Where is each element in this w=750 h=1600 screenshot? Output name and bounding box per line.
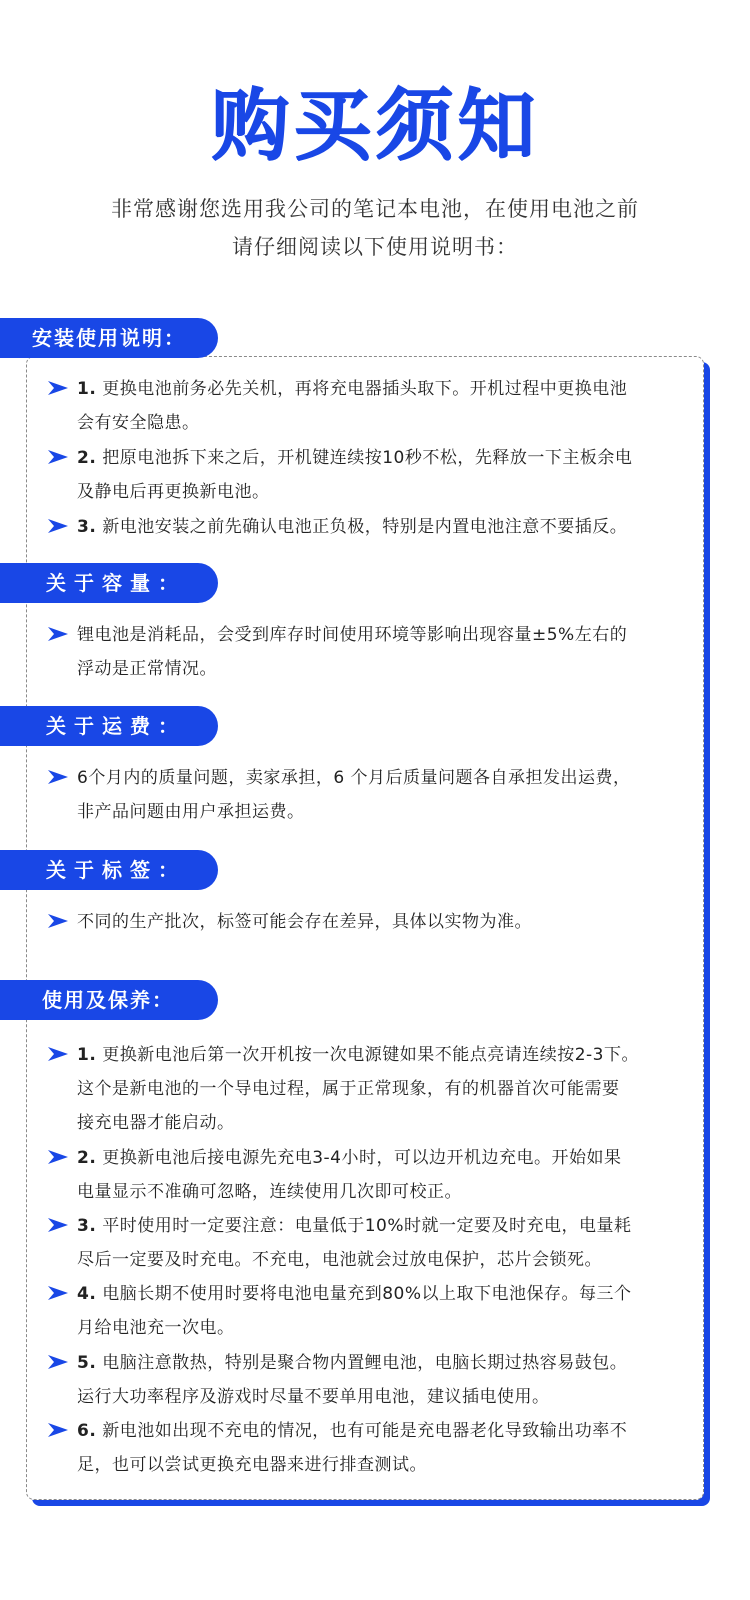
item-line: 电量显示不准确可忽略，连续使用几次即可校正。 xyxy=(77,1182,462,1202)
arrow-right-icon xyxy=(48,770,68,784)
item-number: 1. xyxy=(77,1045,97,1065)
item-line: 这个是新电池的一个导电过程，属于正常现象，有的机器首次可能需要 xyxy=(77,1079,620,1099)
item-line: 平时使用时一定要注意：电量低于10%时就一定要及时充电，电量耗 xyxy=(102,1216,632,1236)
arrow-right-icon xyxy=(48,1286,68,1300)
item-number: 3. xyxy=(77,1216,97,1236)
arrow-right-icon xyxy=(48,519,68,533)
item-text xyxy=(77,905,689,939)
item-number: 3. xyxy=(77,517,97,537)
item-line: 电脑长期不使用时要将电池电量充到80%以上取下电池保存。每三个 xyxy=(102,1284,632,1304)
arrow-right-icon xyxy=(48,381,68,395)
item-text xyxy=(77,372,689,440)
arrow-right-icon xyxy=(48,1355,68,1369)
item-text xyxy=(77,441,689,509)
item-text xyxy=(77,761,689,829)
item-line: 电脑注意散热，特别是聚合物内置鲤电池，电脑长期过热容易鼓包。 xyxy=(102,1353,628,1373)
section-heading-care: 使用及保养： xyxy=(0,980,218,1020)
item-line: 6个月内的质量问题，卖家承担，6 个月后质量问题各自承担发出运费， xyxy=(77,768,631,788)
item-line: 月给电池充一次电。 xyxy=(77,1318,235,1338)
arrow-right-icon xyxy=(48,450,68,464)
item-text xyxy=(77,618,689,686)
item-line: 新电池如出现不充电的情况，也有可能是充电器老化导致输出功率不 xyxy=(102,1421,628,1441)
item-text xyxy=(77,1414,689,1482)
arrow-right-icon xyxy=(48,627,68,641)
item-text xyxy=(77,1038,689,1140)
item-number: 5. xyxy=(77,1353,97,1373)
intro-line-1: 非常感谢您选用我公司的笔记本电池，在使用电池之前 xyxy=(111,197,639,221)
item-line: 新电池安装之前先确认电池正负极，特别是内置电池注意不要插反。 xyxy=(102,517,628,537)
item-line: 更换电池前务必先关机，再将充电器插头取下。开机过程中更换电池 xyxy=(102,379,628,399)
arrow-right-icon xyxy=(48,1423,68,1437)
section-heading-capacity: 关于容量： xyxy=(0,563,218,603)
item-line: 更换新电池后第一次开机按一次电源键如果不能点亮请连续按2-3下。 xyxy=(102,1045,639,1065)
arrow-right-icon xyxy=(48,1218,68,1232)
item-line: 非产品问题由用户承担运费。 xyxy=(77,802,305,822)
item-line: 浮动是正常情况。 xyxy=(77,659,217,679)
item-text xyxy=(77,510,689,544)
item-text xyxy=(77,1141,689,1209)
item-line: 不同的生产批次，标签可能会存在差异，具体以实物为准。 xyxy=(77,912,532,932)
section-heading-install: 安装使用说明： xyxy=(0,318,218,358)
page-title: 购买须知 xyxy=(210,81,539,171)
item-text xyxy=(77,1209,689,1277)
item-text xyxy=(77,1346,689,1414)
item-line: 更换新电池后接电源先充电3-4小时，可以边开机边充电。开始如果 xyxy=(102,1148,622,1168)
intro-line-2: 请仔细阅读以下使用说明书： xyxy=(232,235,518,259)
item-line: 运行大功率程序及游戏时尽量不要单用电池，建议插电使用。 xyxy=(77,1387,550,1407)
item-number: 1. xyxy=(77,379,97,399)
section-heading-shipping: 关于运费： xyxy=(0,706,218,746)
item-text xyxy=(77,1277,689,1345)
item-number: 2. xyxy=(77,448,97,468)
item-line: 足，也可以尝试更换充电器来进行排查测试。 xyxy=(77,1455,427,1475)
item-line: 接充电器才能启动。 xyxy=(77,1113,235,1133)
item-line: 把原电池拆下来之后，开机键连续按10秒不松，先释放一下主板余电 xyxy=(102,448,633,468)
arrow-right-icon xyxy=(48,1150,68,1164)
arrow-right-icon xyxy=(48,914,68,928)
item-number: 2. xyxy=(77,1148,97,1168)
item-line: 会有安全隐患。 xyxy=(77,413,200,433)
item-number: 4. xyxy=(77,1284,97,1304)
arrow-right-icon xyxy=(48,1047,68,1061)
item-line: 及静电后再更换新电池。 xyxy=(77,482,270,502)
item-number: 6. xyxy=(77,1421,97,1441)
section-heading-label: 关于标签： xyxy=(0,850,218,890)
item-line: 锂电池是消耗品，会受到库存时间使用环境等影响出现容量±5%左右的 xyxy=(77,625,628,645)
item-line: 尽后一定要及时充电。不充电，电池就会过放电保护，芯片会锁死。 xyxy=(77,1250,602,1270)
